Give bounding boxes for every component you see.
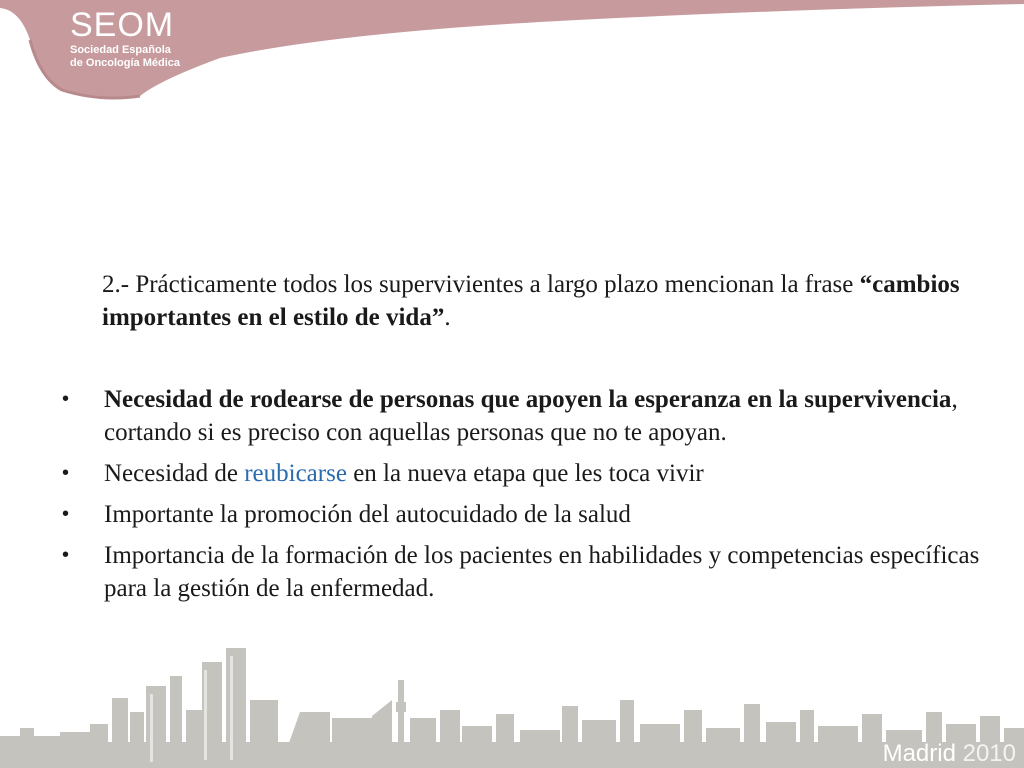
bullet-text xyxy=(104,457,980,490)
logo-subtitle-2: de Oncología Médica xyxy=(70,57,181,69)
madrid-skyline-illustration xyxy=(0,640,1024,768)
intro-suffix: . xyxy=(444,304,451,331)
bullet-icon: • xyxy=(62,462,70,484)
list-item xyxy=(60,498,980,531)
bullet-bold: Necesidad de rodearse de personas que apoyen la esperanza en la supervivencia xyxy=(104,386,952,413)
list-item xyxy=(60,539,980,605)
intro-prefix: 2.- Prácticamente todos los supervivientes a largo plazo mencionan la frase xyxy=(102,271,860,298)
bullet-pre: Necesidad de xyxy=(104,460,245,487)
madrid-2010-logo xyxy=(883,740,1016,768)
footer-year: 2010 xyxy=(962,740,1016,767)
footer-city: Madrid xyxy=(882,740,956,767)
header-band xyxy=(0,0,1024,110)
bullet-icon: • xyxy=(62,503,70,525)
logo-title: SEOM xyxy=(70,6,175,44)
bullet-rest: , cortando si es preciso con aquellas personas que no te apoyan. xyxy=(104,386,958,446)
intro-paragraph xyxy=(102,268,982,334)
seom-logo xyxy=(70,6,180,70)
highlight-word: reubicarse xyxy=(244,460,347,487)
bullet-text: Importancia de la formación de los pacientes en habilidades y competencias específicas para la gestión de la enfermedad. xyxy=(104,542,980,602)
intro-quote: “cambios importantes en el estilo de vida” xyxy=(102,271,960,331)
list-item xyxy=(60,383,980,449)
bullet-icon: • xyxy=(62,544,70,566)
bullet-icon: • xyxy=(62,388,70,410)
logo-subtitle-1: Sociedad Española xyxy=(70,44,171,56)
bullet-text: Importante la promoción del autocuidado de la salud xyxy=(104,501,631,528)
bullet-post: en la nueva etapa que les toca vivir xyxy=(346,460,704,487)
bullet-list xyxy=(60,383,980,613)
bullet-text xyxy=(104,383,980,449)
list-item xyxy=(60,457,980,490)
